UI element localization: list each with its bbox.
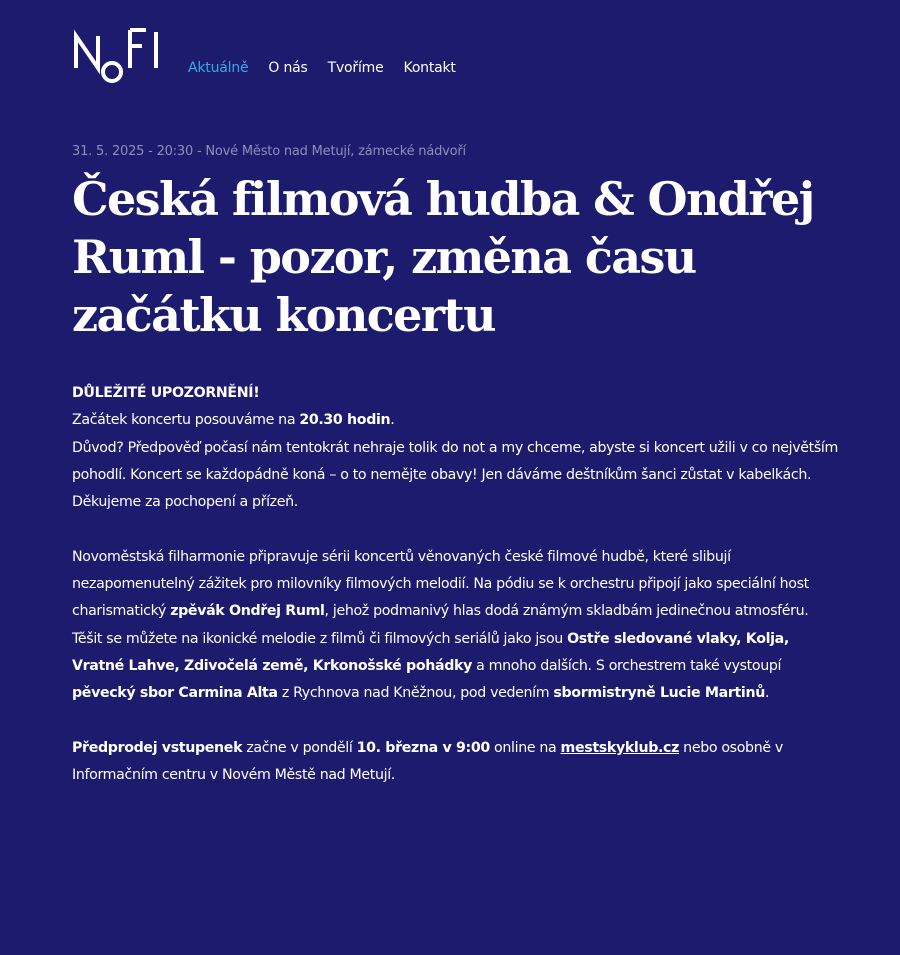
notice-heading: DŮLEŽITÉ UPOZORNĚNÍ! [72,385,260,401]
presale-date: 10. března v 9:00 [356,739,490,756]
intro-highlight: pěvecký sbor Carmina Alta [72,685,278,702]
notice-time: 20.30 hodin [299,412,391,429]
intro-text: a mnoho dalších. S orchestrem také vystoupí [472,657,782,674]
nav-item-aktualne[interactable]: Aktuálně [188,60,249,76]
site-header [72,28,456,90]
presale-text: začne v pondělí [242,739,357,756]
event-meta: 31. 5. 2025 - 20:30 - Nové Město nad Metují, zámecké nádvoří [72,144,466,159]
presale-text: nebo osobně v Informačním centru v Novém Městě nad Metují. [72,739,783,784]
intro-text: . [764,685,770,702]
nav-item-tvorime[interactable]: Tvoříme [327,60,384,76]
intro-highlight: Ostře sledované vlaky, Kolja, Vratné Lahve, Zdivočelá země, Krkonošské pohádky [72,630,789,674]
notice-thanks: Děkujeme za pochopení a přízeň. [72,494,298,511]
main-nav [188,60,456,90]
notice-text: . [390,412,395,429]
intro-text: z Rychnova nad Kněžnou, pod vedením [277,685,554,702]
article-title: Česká filmová hudba & Ondřej Ruml - pozor, změna času začátku koncertu [72,172,814,342]
nav-item-kontakt[interactable]: Kontakt [403,60,456,76]
nav-item-o-nas[interactable]: O nás [268,60,308,76]
notice-paragraph [72,380,842,516]
notice-text: Začátek koncertu posouváme na [72,412,300,429]
intro-highlight: zpěvák Ondřej Ruml [170,603,325,620]
presale-text: online na [489,739,561,756]
intro-paragraph [72,544,842,708]
presale-highlight: Předprodej vstupenek [72,739,243,756]
nofi-logo[interactable] [72,28,172,90]
intro-text: Novoměstská filharmonie připravuje sérii koncertů věnovaných české filmové hudbě, které slibují nezapomenutelný zážitek pro milovníky filmových melodií. Na pódiu se k orchestru připojí jako speciální host charismatický [72,548,809,620]
intro-text: , jehož podmanivý hlas dodá známým skladbám jedinečnou atmosféru. Těšit se můžete na ikonické melodie z filmů či filmových seriálů jako jsou [72,603,809,647]
intro-highlight: sbormistryně Lucie Martinů [553,685,765,702]
notice-reason: Důvod? Předpověď počasí nám tentokrát nehraje tolik do not a my chceme, abyste si koncert užili v co největším pohodlí. Koncert se každopádně koná – o to nemějte obavy! Jen dáváme deštníkům šanci zůstat v kabelkách. [72,439,838,483]
mestskyklub-link[interactable]: mestskyklub.cz [560,739,680,756]
article-body [72,380,842,789]
presale-paragraph [72,735,842,790]
